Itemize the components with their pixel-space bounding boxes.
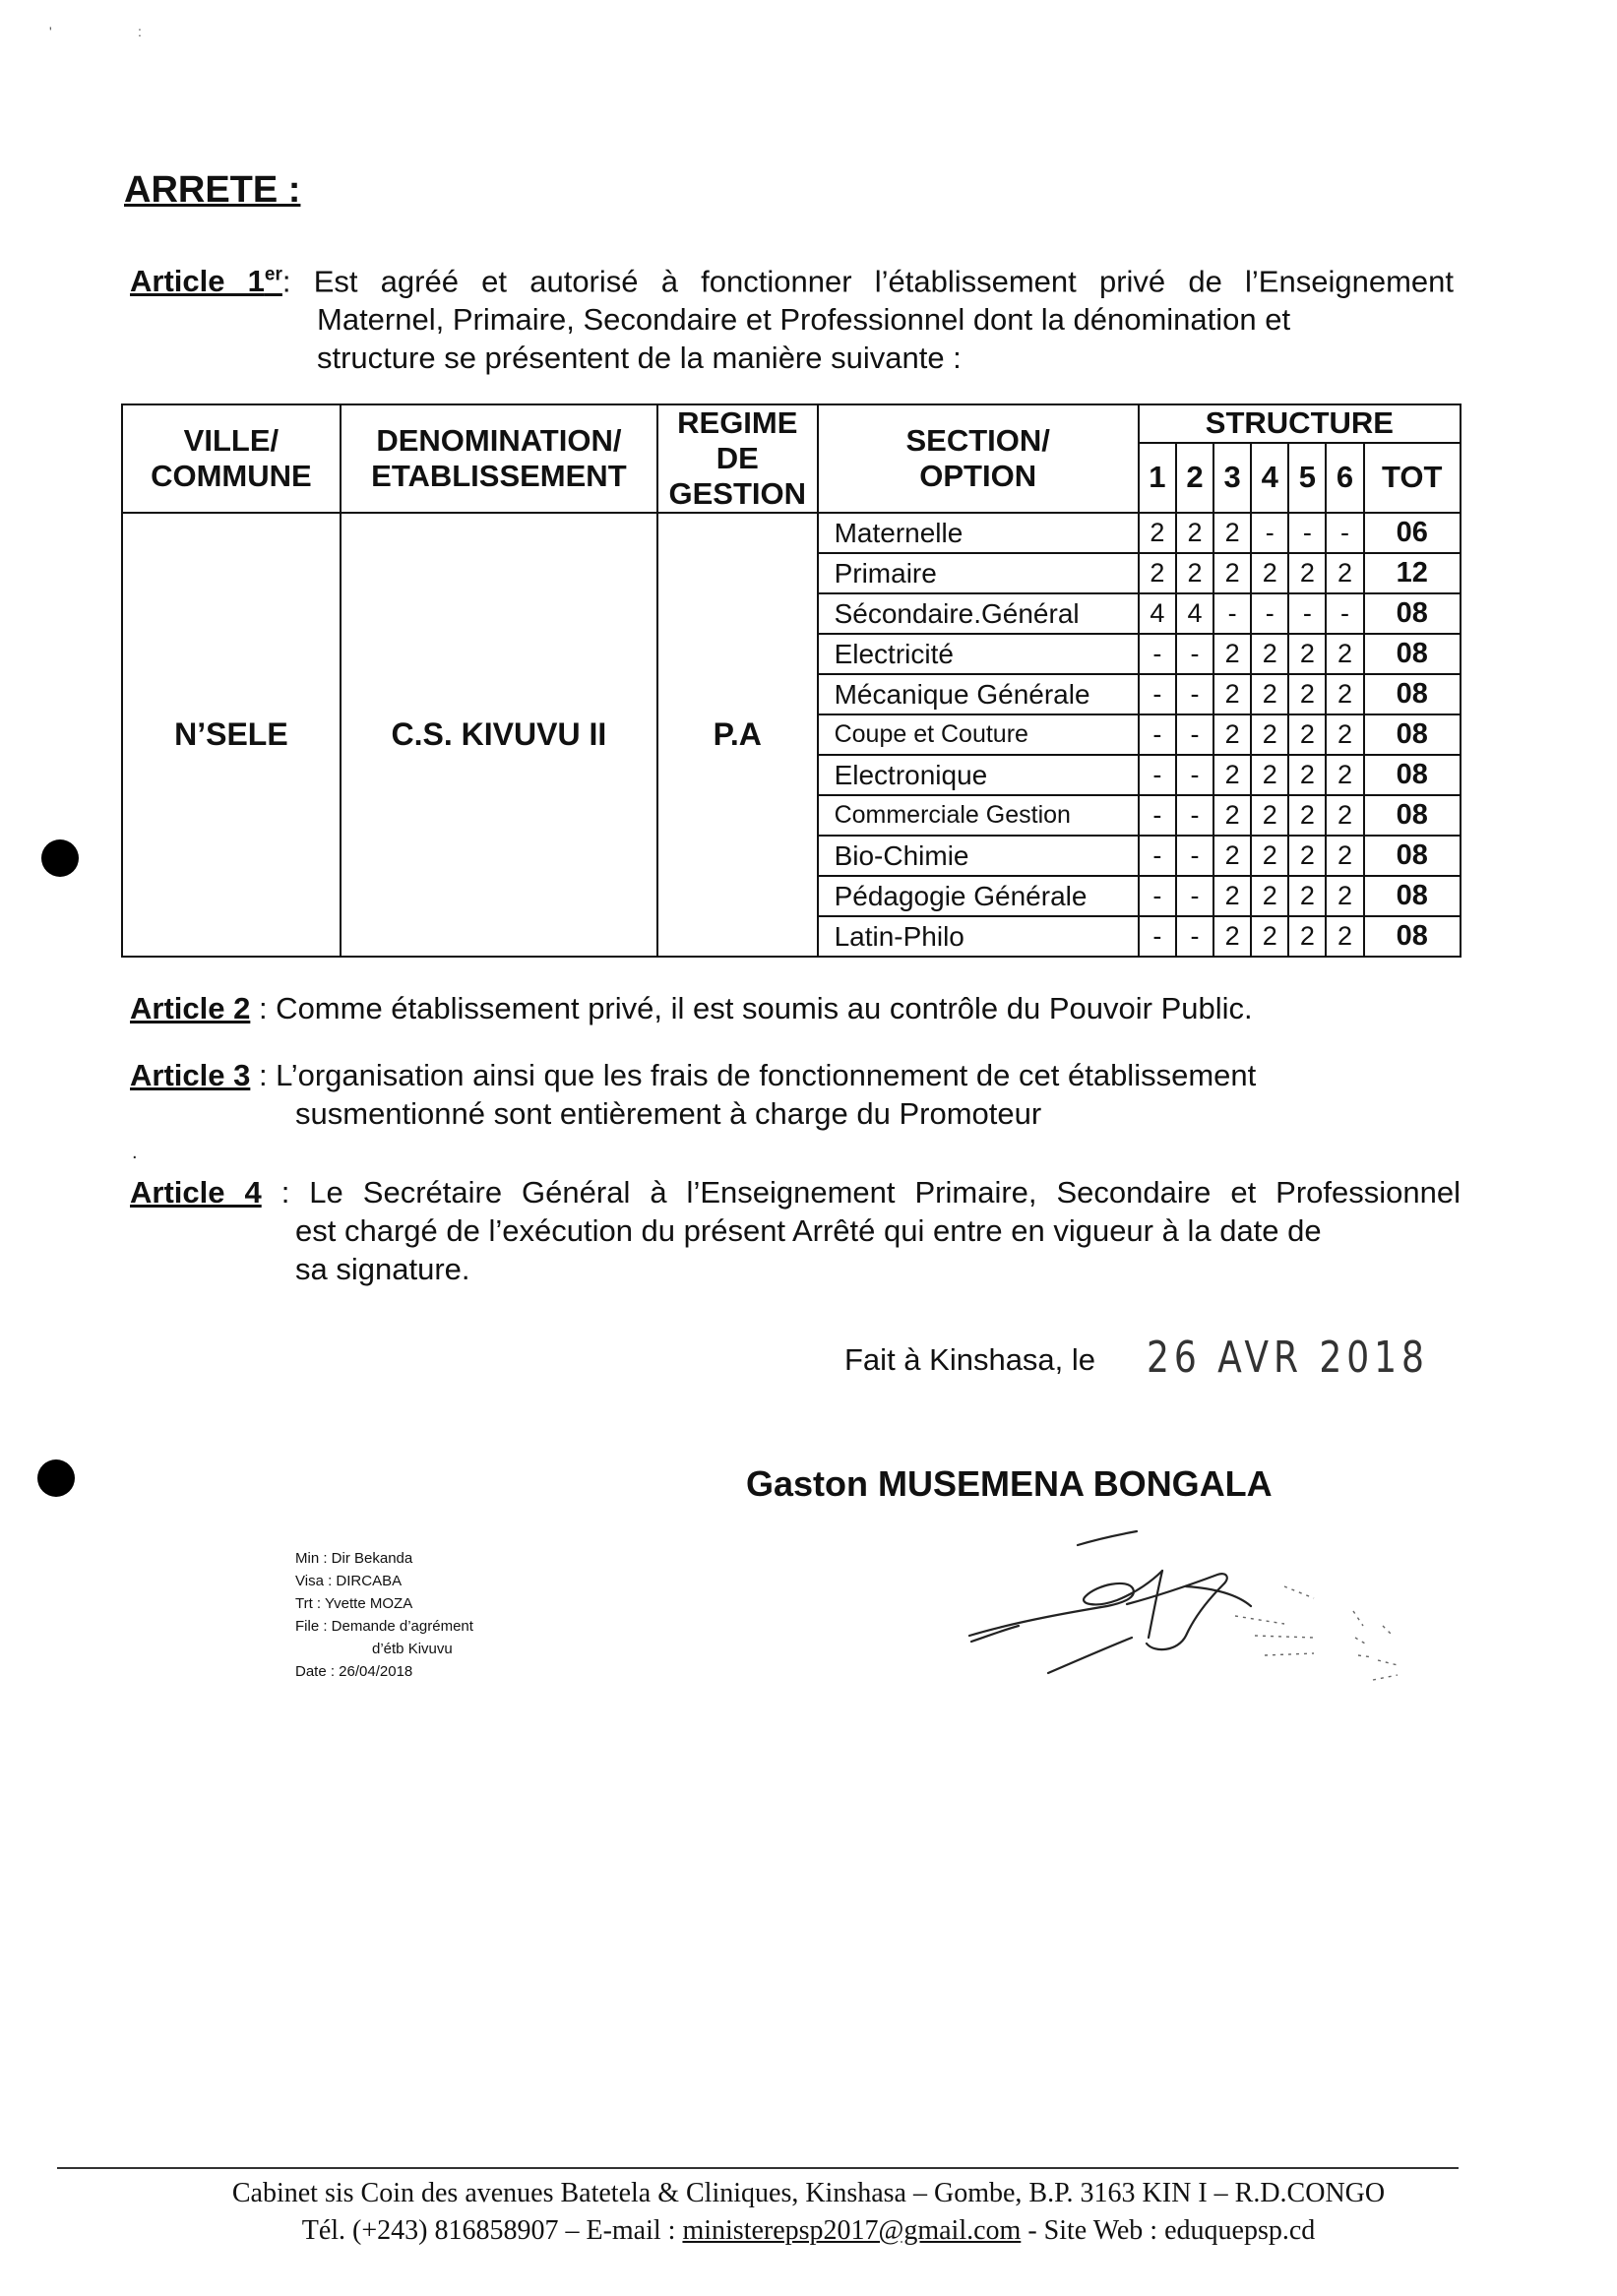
- header-ville: VILLE/ COMMUNE: [122, 404, 341, 513]
- level-1-cell: 4: [1139, 593, 1176, 634]
- option-cell: Latin-Philo: [818, 916, 1139, 957]
- article-4: [130, 1173, 1461, 1288]
- level-4-cell: 2: [1251, 714, 1288, 755]
- level-1-cell: -: [1139, 714, 1176, 755]
- total-cell: 08: [1364, 876, 1461, 916]
- total-cell: 08: [1364, 674, 1461, 714]
- level-1-cell: -: [1139, 755, 1176, 795]
- level-6-cell: -: [1326, 513, 1363, 553]
- level-4-cell: 2: [1251, 755, 1288, 795]
- header-level-4: 4: [1251, 443, 1288, 513]
- level-6-cell: -: [1326, 593, 1363, 634]
- total-cell: 08: [1364, 634, 1461, 674]
- regime-cell: P.A: [657, 513, 818, 957]
- article-4-label: Article 4: [130, 1175, 262, 1210]
- level-5-cell: 2: [1288, 836, 1326, 876]
- article-3-label: Article 3: [130, 1058, 251, 1092]
- total-cell: 08: [1364, 593, 1461, 634]
- option-cell: Primaire: [818, 553, 1139, 593]
- header-level-5: 5: [1288, 443, 1326, 513]
- article-2: [130, 989, 1253, 1027]
- level-1-cell: -: [1139, 836, 1176, 876]
- level-6-cell: 2: [1326, 876, 1363, 916]
- article-1: [130, 256, 1454, 377]
- level-6-cell: 2: [1326, 755, 1363, 795]
- place-and-date-label: Fait à Kinshasa, le: [844, 1342, 1096, 1377]
- note-min: Min : Dir Bekanda: [295, 1550, 413, 1567]
- header-section: SECTION/ OPTION: [818, 404, 1139, 513]
- level-4-cell: -: [1251, 513, 1288, 553]
- article-2-label: Article 2: [130, 991, 251, 1025]
- level-3-cell: 2: [1213, 795, 1251, 836]
- level-1-cell: -: [1139, 876, 1176, 916]
- level-4-cell: 2: [1251, 795, 1288, 836]
- footer-contact: Tél. (+243) 816858907 – E-mail : ministerepsp2017@gmail.com - Site Web : eduquepsp.cd: [301, 2215, 1316, 2246]
- header-level-6: 6: [1326, 443, 1363, 513]
- header-level-1: 1: [1139, 443, 1176, 513]
- binding-hole-mark: [37, 1459, 75, 1497]
- level-2-cell: -: [1176, 714, 1213, 755]
- page-heading: ARRETE :: [124, 169, 301, 211]
- level-6-cell: 2: [1326, 674, 1363, 714]
- option-cell: Commerciale Gestion: [818, 795, 1139, 836]
- article-3-first-line: Article 3 : L’organisation ainsi que les frais de fonctionnement de cet établissement: [130, 1058, 1257, 1092]
- article-1-first-line: Article 1er: Est agréé et autorisé à fonctionner l’établissement privé de l’Enseignement: [130, 264, 1454, 299]
- option-cell: Sécondaire.Général: [818, 593, 1139, 634]
- level-3-cell: 2: [1213, 755, 1251, 795]
- note-file-continued: d’étb Kivuvu: [372, 1641, 453, 1657]
- level-3-cell: 2: [1213, 634, 1251, 674]
- header-level-3: 3: [1213, 443, 1251, 513]
- level-6-cell: 2: [1326, 553, 1363, 593]
- handwritten-signature: [960, 1527, 1422, 1705]
- option-cell: Electricité: [818, 634, 1139, 674]
- article-1-line-2: Maternel, Primaire, Secondaire et Professionnel dont la dénomination et: [317, 302, 1291, 338]
- header-regime: REGIME DE GESTION: [657, 404, 818, 513]
- level-4-cell: 2: [1251, 553, 1288, 593]
- level-5-cell: 2: [1288, 674, 1326, 714]
- option-cell: Electronique: [818, 755, 1139, 795]
- level-6-cell: 2: [1326, 916, 1363, 957]
- level-3-cell: 2: [1213, 876, 1251, 916]
- level-1-cell: -: [1139, 634, 1176, 674]
- header-denomination: DENOMINATION/ ETABLISSEMENT: [341, 404, 657, 513]
- table-row: [122, 513, 1461, 553]
- level-4-cell: 2: [1251, 634, 1288, 674]
- level-2-cell: -: [1176, 836, 1213, 876]
- article-2-text: : Comme établissement privé, il est soumis au contrôle du Pouvoir Public.: [250, 991, 1253, 1025]
- level-1-cell: -: [1139, 795, 1176, 836]
- option-cell: Coupe et Couture: [818, 714, 1139, 755]
- total-cell: 06: [1364, 513, 1461, 553]
- level-5-cell: 2: [1288, 553, 1326, 593]
- scan-mark: :: [138, 24, 142, 39]
- level-6-cell: 2: [1326, 634, 1363, 674]
- binding-hole-mark: [41, 839, 79, 877]
- total-cell: 12: [1364, 553, 1461, 593]
- level-1-cell: 2: [1139, 553, 1176, 593]
- level-5-cell: 2: [1288, 916, 1326, 957]
- footer-rule: [57, 2167, 1459, 2169]
- header-structure: STRUCTURE: [1139, 404, 1461, 443]
- level-4-cell: 2: [1251, 674, 1288, 714]
- article-3: [130, 1056, 1409, 1133]
- level-3-cell: 2: [1213, 553, 1251, 593]
- level-4-cell: 2: [1251, 836, 1288, 876]
- article-3-line-2: susmentionné sont entièrement à charge du Promoteur: [295, 1096, 1042, 1131]
- level-2-cell: -: [1176, 876, 1213, 916]
- note-date: Date : 26/04/2018: [295, 1663, 413, 1680]
- header-total: TOT: [1364, 443, 1461, 513]
- level-2-cell: -: [1176, 674, 1213, 714]
- total-cell: 08: [1364, 714, 1461, 755]
- level-6-cell: 2: [1326, 795, 1363, 836]
- total-cell: 08: [1364, 836, 1461, 876]
- option-cell: Pédagogie Générale: [818, 876, 1139, 916]
- signer-name: Gaston MUSEMENA BONGALA: [746, 1463, 1273, 1504]
- total-cell: 08: [1364, 755, 1461, 795]
- level-4-cell: 2: [1251, 876, 1288, 916]
- routing-notes: [295, 1547, 473, 1683]
- note-file: File : Demande d’agrément: [295, 1618, 473, 1635]
- level-1-cell: 2: [1139, 513, 1176, 553]
- level-5-cell: 2: [1288, 755, 1326, 795]
- scan-dot: .: [132, 1142, 138, 1163]
- level-5-cell: -: [1288, 513, 1326, 553]
- level-2-cell: -: [1176, 634, 1213, 674]
- level-4-cell: 2: [1251, 916, 1288, 957]
- level-2-cell: -: [1176, 916, 1213, 957]
- article-4-line-2: est chargé de l’exécution du présent Arrêté qui entre en vigueur à la date de: [295, 1213, 1322, 1248]
- ville-cell: N’SELE: [122, 513, 341, 957]
- note-trt: Trt : Yvette MOZA: [295, 1595, 413, 1612]
- footer-address: Cabinet sis Coin des avenues Batetela & Cliniques, Kinshasa – Gombe, B.P. 3163 KIN I – R.D.CONGO: [231, 2178, 1386, 2208]
- level-6-cell: 2: [1326, 836, 1363, 876]
- article-1-label: Article 1er: [130, 264, 282, 299]
- level-1-cell: -: [1139, 916, 1176, 957]
- date-stamp: 26 AVR 2018: [1147, 1333, 1429, 1383]
- total-cell: 08: [1364, 916, 1461, 957]
- level-2-cell: 2: [1176, 513, 1213, 553]
- level-5-cell: 2: [1288, 876, 1326, 916]
- level-4-cell: -: [1251, 593, 1288, 634]
- level-1-cell: -: [1139, 674, 1176, 714]
- option-cell: Maternelle: [818, 513, 1139, 553]
- level-3-cell: 2: [1213, 836, 1251, 876]
- level-6-cell: 2: [1326, 714, 1363, 755]
- level-5-cell: 2: [1288, 634, 1326, 674]
- header-level-2: 2: [1176, 443, 1213, 513]
- scan-mark: ': [49, 24, 52, 39]
- article-1-line-3: structure se présentent de la manière suivante :: [317, 341, 962, 376]
- level-5-cell: -: [1288, 593, 1326, 634]
- article-4-line-3: sa signature.: [295, 1252, 470, 1286]
- structure-table: [121, 403, 1462, 958]
- level-2-cell: 2: [1176, 553, 1213, 593]
- level-5-cell: 2: [1288, 714, 1326, 755]
- option-cell: Mécanique Générale: [818, 674, 1139, 714]
- level-2-cell: -: [1176, 755, 1213, 795]
- footer-email-link[interactable]: ministerepsp2017@gmail.com: [682, 2215, 1022, 2246]
- level-3-cell: 2: [1213, 714, 1251, 755]
- option-cell: Bio-Chimie: [818, 836, 1139, 876]
- article-4-first-line: Article 4 : Le Secrétaire Général à l’Enseignement Primaire, Secondaire et Professionnel: [130, 1175, 1461, 1210]
- denomination-cell: C.S. KIVUVU II: [341, 513, 657, 957]
- level-3-cell: 2: [1213, 916, 1251, 957]
- total-cell: 08: [1364, 795, 1461, 836]
- level-2-cell: -: [1176, 795, 1213, 836]
- note-visa: Visa : DIRCABA: [295, 1573, 403, 1589]
- level-3-cell: -: [1213, 593, 1251, 634]
- level-5-cell: 2: [1288, 795, 1326, 836]
- level-2-cell: 4: [1176, 593, 1213, 634]
- level-3-cell: 2: [1213, 513, 1251, 553]
- level-3-cell: 2: [1213, 674, 1251, 714]
